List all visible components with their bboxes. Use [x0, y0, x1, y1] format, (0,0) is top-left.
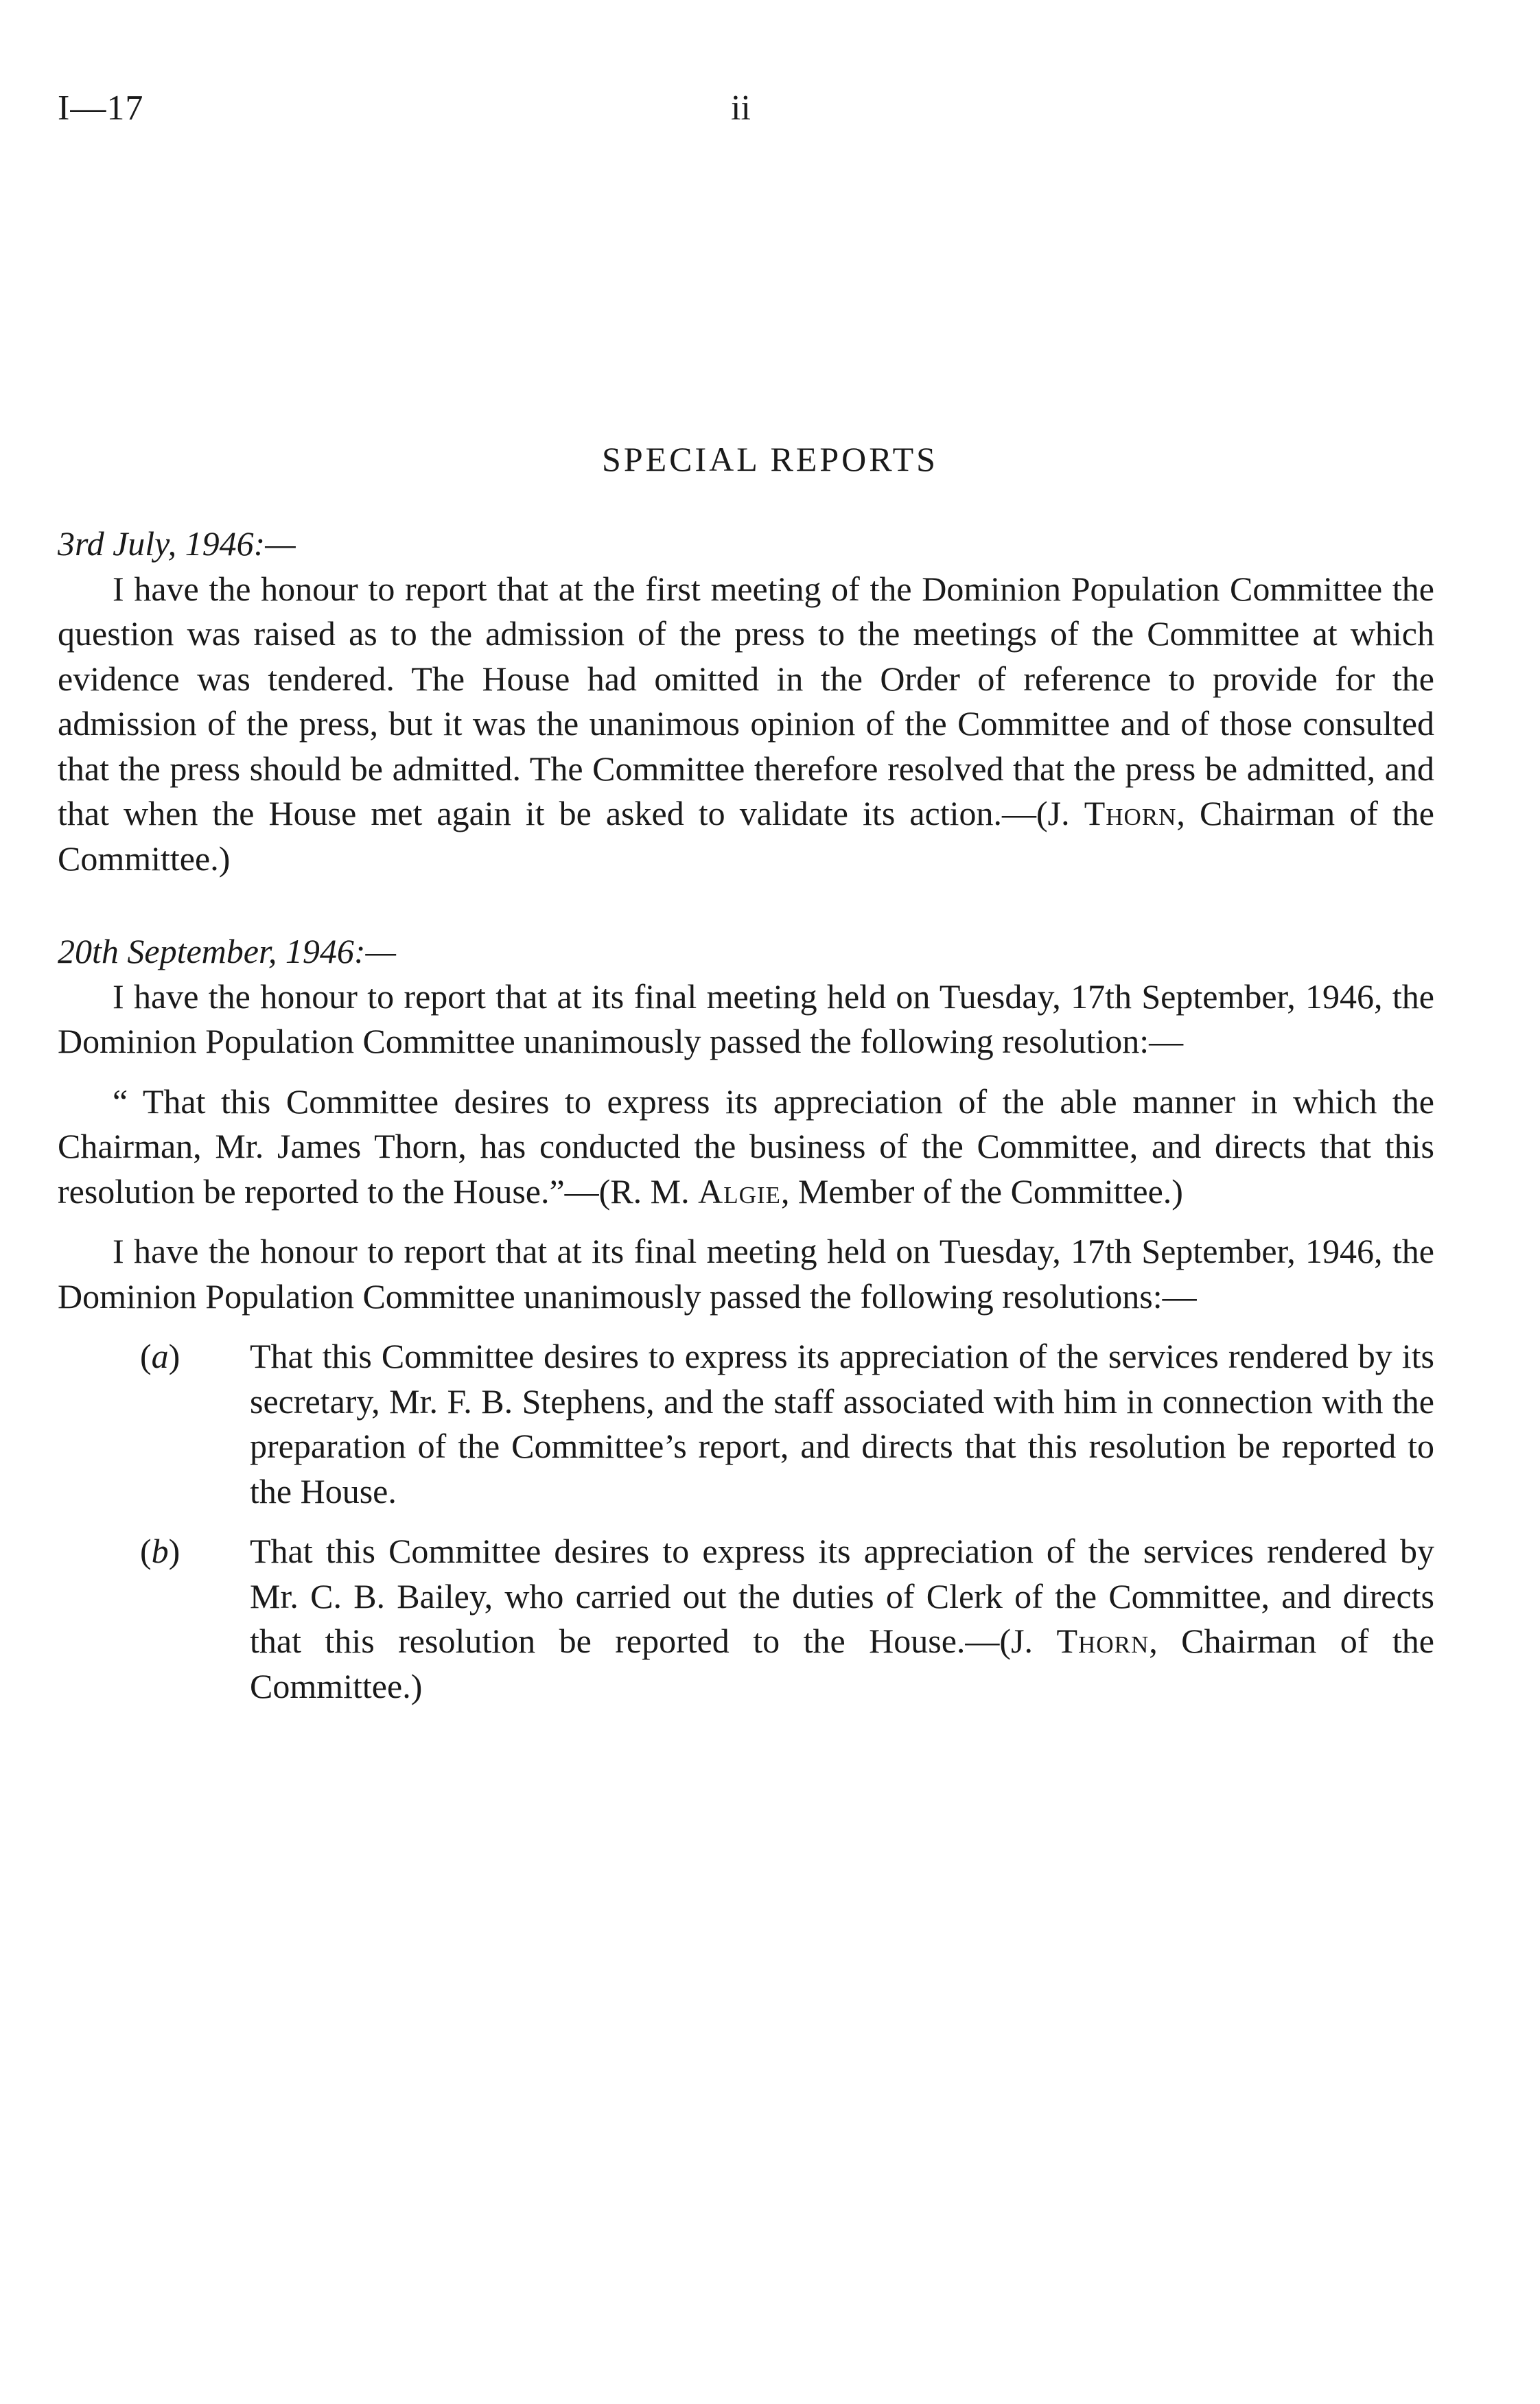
report-body: [58, 522, 1434, 1709]
resolution-intro-2: I have the honour to report that at its final meeting held on Tuesday, 17th September, 1946, the Dominion Population Committee unanimously passed the following resolutions:—: [58, 1232, 1434, 1316]
resolution-quote-suffix: , Member of the Committee.): [780, 1171, 1183, 1211]
item-label-a: (a): [140, 1337, 180, 1375]
report-date-2: 20th September, 1946:—: [58, 932, 396, 970]
resolution-item-a: [58, 1334, 1434, 1514]
report-text-1: I have the honour to report that at the first meeting of the Dominion Population Committee the question was raised as to the admission of the press to the meetings of the Committee at which evidence was tendered. The House had omitted in the Order of reference to provide for the admission of the press, but it was the unanimous opinion of the Committee and of those consulted that the press should be admitted. The Committee therefore resolved that the press be admitted, and that when the House met again it be asked to validate its action.—(J.: [58, 569, 1434, 832]
item-b-signatory-name: Thorn: [1056, 1622, 1150, 1660]
item-text-a: That this Committee desires to express its appreciation of the services rendered by its secretary, Mr. F. B. Stephens, and the staff associated with him in connection with the preparation of the Committee’s report, and directs that this resolution be reported to the House.: [250, 1337, 1434, 1510]
signatory-suffix: , Chairman of the Committee.): [58, 794, 1434, 878]
item-b-signatory-suffix: , Chairman of the Committee.): [250, 1622, 1435, 1705]
page-title: SPECIAL REPORTS: [602, 440, 938, 478]
report-date-1: 3rd July, 1946:—: [58, 524, 296, 563]
resolution-item-b: [58, 1529, 1434, 1709]
item-label-b: (b): [140, 1532, 180, 1570]
resolution-quote-name: Algie: [698, 1171, 781, 1211]
signatory-name: Thorn: [1084, 794, 1177, 832]
report-paragraph-1: [58, 567, 1434, 882]
item-text-b: That this Committee desires to express its appreciation of the services rendered by Mr. C. B. Bailey, who carried out the duties of Clerk of the Committee, and directs that this resolution be reported to the House.—(J.: [250, 1532, 1434, 1660]
resolution-quote: [58, 1080, 1434, 1215]
paper-number: I—17: [58, 89, 144, 128]
resolution-quote-text: “ That this Committee desires to express its appreciation of the able manner in which the Chairman, Mr. James Thorn, has conducted the business of the Committee, and directs that this resolution be reported to the House.”—(R. M.: [58, 1082, 1434, 1211]
resolution-intro-1: I have the honour to report that at its final meeting held on Tuesday, 17th September, 1946, the Dominion Population Committee unanimously passed the following resolution:—: [58, 977, 1434, 1060]
page-number: ii: [731, 89, 751, 128]
